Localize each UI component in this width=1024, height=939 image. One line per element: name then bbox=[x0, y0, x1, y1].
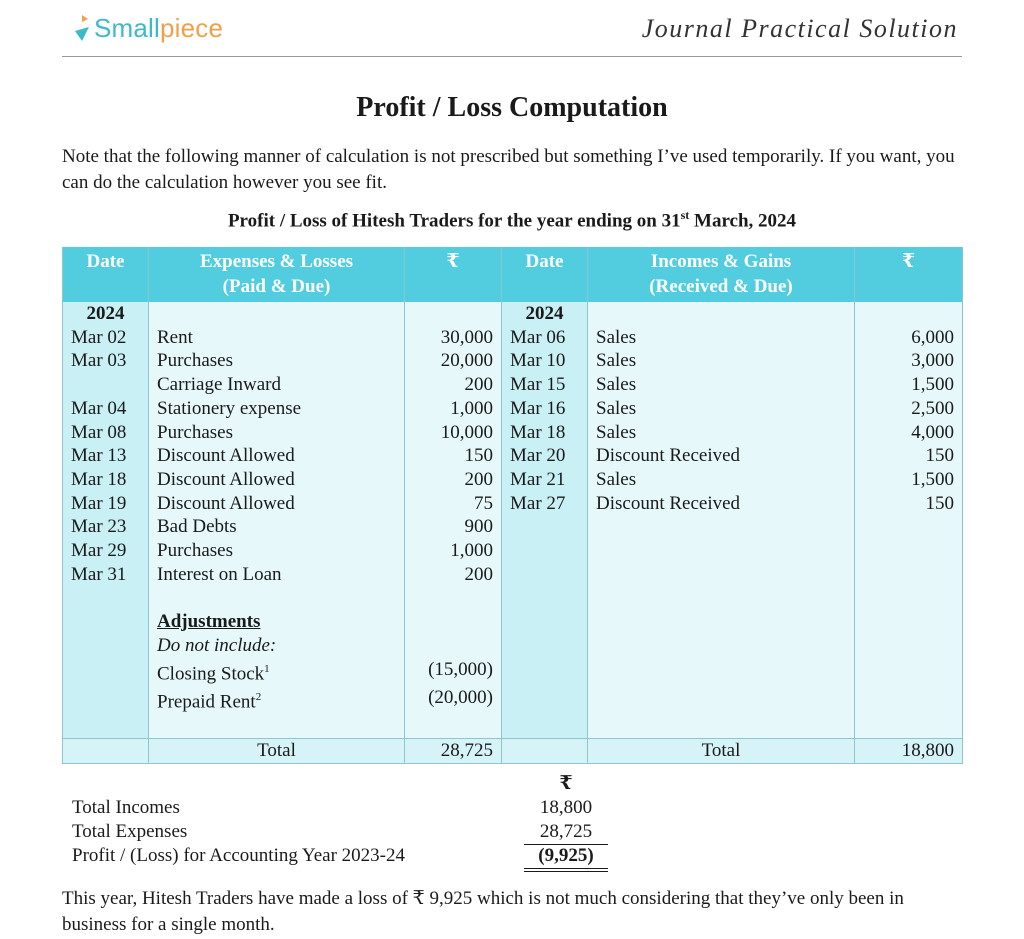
summary-row-expenses bbox=[72, 820, 632, 844]
right-date: Mar 18 bbox=[502, 421, 588, 445]
income-amount: 150 bbox=[855, 444, 963, 468]
right-date: Mar 06 bbox=[502, 326, 588, 350]
expense-particular: Stationery expense bbox=[149, 397, 405, 421]
left-date: Mar 13 bbox=[63, 444, 149, 468]
expense-amount: 200 bbox=[405, 373, 502, 397]
profit-loss-label: Profit / (Loss) for Accounting Year 2023-24 bbox=[72, 845, 405, 866]
left-date: Mar 29 bbox=[63, 539, 149, 563]
header-amount-right: ₹ bbox=[855, 247, 963, 302]
income-particular bbox=[588, 302, 855, 326]
right-date bbox=[502, 515, 588, 539]
expense-particular: Bad Debts bbox=[149, 515, 405, 539]
expense-amount: 30,000 bbox=[405, 326, 502, 350]
income-amount: 1,500 bbox=[855, 373, 963, 397]
page-title: Profit / Loss Computation bbox=[356, 92, 668, 123]
income-particular: Sales bbox=[588, 326, 855, 350]
right-date bbox=[502, 563, 588, 587]
expense-particular: Discount Allowed bbox=[149, 444, 405, 468]
expense-particular: Discount Allowed bbox=[149, 492, 405, 516]
prepaid-rent-label: Prepaid Rent$^2$ bbox=[149, 686, 405, 714]
header-incomes: Incomes & Gains (Received & Due) bbox=[588, 247, 855, 302]
left-date: Mar 03 bbox=[63, 349, 149, 373]
table-row bbox=[63, 492, 963, 516]
smallpiece-logo bbox=[72, 10, 223, 46]
table-row bbox=[63, 468, 963, 492]
income-amount: 4,000 bbox=[855, 421, 963, 445]
year-row bbox=[63, 302, 963, 326]
table-row bbox=[63, 397, 963, 421]
right-date: Mar 21 bbox=[502, 468, 588, 492]
income-amount bbox=[855, 539, 963, 563]
table-header-row bbox=[63, 247, 963, 302]
header-date-right: Date bbox=[502, 247, 588, 302]
logo-arrow-icon bbox=[72, 13, 92, 43]
header-date-left: Date bbox=[63, 247, 149, 302]
expense-particular: Interest on Loan bbox=[149, 563, 405, 587]
income-amount: 6,000 bbox=[855, 326, 963, 350]
do-not-include-row bbox=[63, 634, 963, 658]
total-incomes-label: Total Incomes bbox=[72, 797, 180, 818]
expense-amount: 1,000 bbox=[405, 539, 502, 563]
total-expenses-value: 28,725 bbox=[524, 820, 608, 845]
right-date: 2024 bbox=[502, 302, 588, 326]
right-date: Mar 27 bbox=[502, 492, 588, 516]
income-particular: Sales bbox=[588, 421, 855, 445]
expense-particular bbox=[149, 302, 405, 326]
income-particular bbox=[588, 539, 855, 563]
income-particular: Discount Received bbox=[588, 492, 855, 516]
expense-amount: 200 bbox=[405, 563, 502, 587]
expense-particular: Rent bbox=[149, 326, 405, 350]
expense-amount: 150 bbox=[405, 444, 502, 468]
table-row bbox=[63, 539, 963, 563]
logo-text: Smallpiece bbox=[94, 12, 224, 43]
income-particular: Sales bbox=[588, 397, 855, 421]
conclusion-paragraph: This year, Hitesh Traders have made a loss of ₹ 9,925 which is not much considering that they’ve only been in business for a single month. bbox=[62, 888, 904, 935]
income-amount: 2,500 bbox=[855, 397, 963, 421]
right-date: Mar 10 bbox=[502, 349, 588, 373]
statement-subtitle: Profit / Loss of Hitesh Traders for the year ending on 31st March, 2024 bbox=[227, 208, 797, 232]
expense-particular: Carriage Inward bbox=[149, 373, 405, 397]
adjustments-heading: Adjustments bbox=[149, 610, 405, 634]
expense-amount: 1,000 bbox=[405, 397, 502, 421]
right-date bbox=[502, 539, 588, 563]
left-date: Mar 31 bbox=[63, 563, 149, 587]
left-date: Mar 19 bbox=[63, 492, 149, 516]
expense-amount: 75 bbox=[405, 492, 502, 516]
page-header bbox=[62, 0, 962, 57]
income-particular bbox=[588, 563, 855, 587]
income-particular bbox=[588, 515, 855, 539]
expense-amount: 200 bbox=[405, 468, 502, 492]
total-incomes-value: 18,800 bbox=[539, 797, 593, 818]
income-amount: 3,000 bbox=[855, 349, 963, 373]
left-date: Mar 23 bbox=[63, 515, 149, 539]
right-date: Mar 16 bbox=[502, 397, 588, 421]
expense-particular: Purchases bbox=[149, 421, 405, 445]
header-amount-left: ₹ bbox=[405, 247, 502, 302]
summary-row-profit bbox=[72, 844, 632, 868]
closing-stock-label: Closing Stock$^1$ bbox=[149, 658, 405, 686]
table-row bbox=[63, 444, 963, 468]
income-particular: Sales bbox=[588, 349, 855, 373]
spacer-row bbox=[63, 586, 963, 610]
total-amount-left: 28,725 bbox=[405, 738, 502, 763]
profit-loss-table bbox=[62, 247, 963, 764]
table-row bbox=[63, 563, 963, 587]
closing-stock-row bbox=[63, 658, 963, 686]
left-date: Mar 18 bbox=[63, 468, 149, 492]
left-date: Mar 04 bbox=[63, 397, 149, 421]
left-date: Mar 08 bbox=[63, 421, 149, 445]
expense-amount: 10,000 bbox=[405, 421, 502, 445]
table-row bbox=[63, 349, 963, 373]
table-row bbox=[63, 515, 963, 539]
document-title: Journal Practical Solution bbox=[641, 14, 958, 43]
expense-amount bbox=[405, 302, 502, 326]
income-amount: 1,500 bbox=[855, 468, 963, 492]
income-amount: 150 bbox=[855, 492, 963, 516]
expense-amount: 20,000 bbox=[405, 349, 502, 373]
total-label-left: Total bbox=[149, 738, 405, 763]
expense-particular: Purchases bbox=[149, 539, 405, 563]
note-paragraph: Note that the following manner of calculation is not prescribed but something I’ve used temporarily. If you want, you can do the calculation however you see fit. bbox=[62, 146, 955, 193]
left-date bbox=[63, 373, 149, 397]
income-particular: Sales bbox=[588, 373, 855, 397]
table-row bbox=[63, 421, 963, 445]
total-amount-right: 18,800 bbox=[855, 738, 963, 763]
prepaid-rent-row bbox=[63, 686, 963, 714]
expense-particular: Discount Allowed bbox=[149, 468, 405, 492]
table-row bbox=[63, 373, 963, 397]
left-date: 2024 bbox=[63, 302, 149, 326]
summary-row-incomes bbox=[72, 796, 632, 820]
right-date: Mar 20 bbox=[502, 444, 588, 468]
right-date: Mar 15 bbox=[502, 373, 588, 397]
income-amount bbox=[855, 515, 963, 539]
prepaid-rent-amount: (20,000) bbox=[405, 686, 502, 714]
header-expenses: Expenses & Losses (Paid & Due) bbox=[149, 247, 405, 302]
total-label-right: Total bbox=[588, 738, 855, 763]
do-not-include-label: Do not include: bbox=[149, 634, 405, 658]
profit-loss-value: (9,925) bbox=[524, 844, 608, 872]
spacer-row bbox=[63, 714, 963, 739]
adjustments-heading-row bbox=[63, 610, 963, 634]
total-row bbox=[63, 738, 963, 763]
expense-amount: 900 bbox=[405, 515, 502, 539]
income-amount bbox=[855, 302, 963, 326]
left-date: Mar 02 bbox=[63, 326, 149, 350]
income-particular: Discount Received bbox=[588, 444, 855, 468]
closing-stock-amount: (15,000) bbox=[405, 658, 502, 686]
table-row bbox=[63, 326, 963, 350]
summary-rupee-header: ₹ bbox=[559, 773, 573, 794]
total-expenses-label: Total Expenses bbox=[72, 821, 188, 842]
expense-particular: Purchases bbox=[149, 349, 405, 373]
income-particular: Sales bbox=[588, 468, 855, 492]
income-amount bbox=[855, 563, 963, 587]
